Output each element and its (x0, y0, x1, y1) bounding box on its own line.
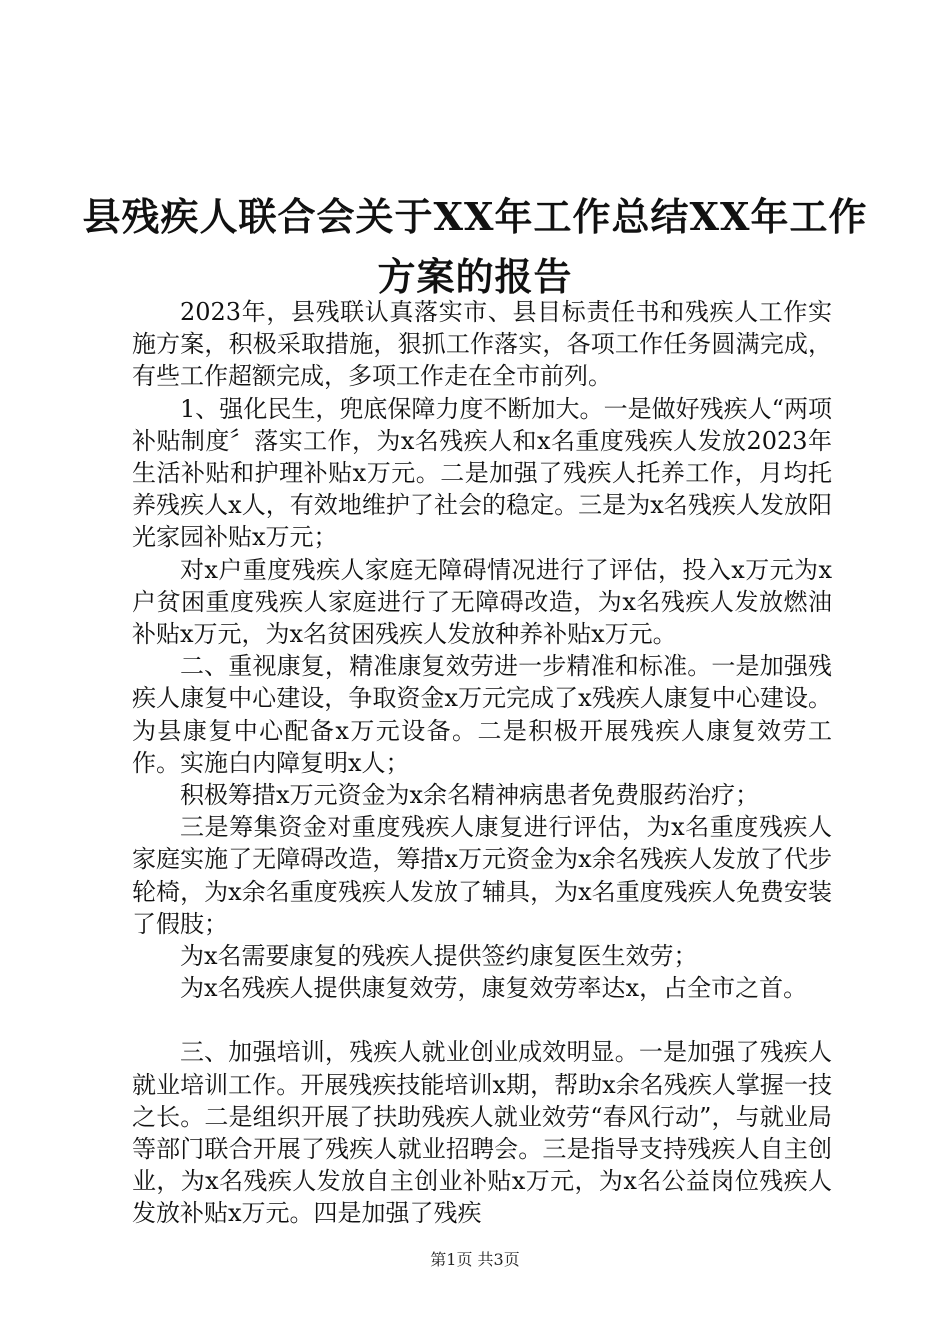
paragraph-rehab-assessment: 三是筹集资金对重度残疾人康复进行评估，为x名重度残疾人家庭实施了无障碍改造，筹措x万元资金为x余名残疾人发放了代步轮椅，为x余名重度残疾人发放了辅具，为x名重度残疾人免费安装了假肢； (132, 813, 832, 938)
paragraph-section-3: 三、加强培训，残疾人就业创业成效明显。一是加强了残疾人就业培训工作。开展残疾技能培训x期，帮助x余名残疾人掌握一技之长。二是组织开展了扶助残疾人就业效劳“春风行动”，与就业局等部门联合开展了残疾人就业招聘会。三是指导支持残疾人自主创业，为x名残疾人发放自主创业补贴x万元，为x名公益岗位残疾人发放补贴x万元。四是加强了残疾 (132, 1038, 832, 1228)
paragraph-section-2: 二、重视康复，精准康复效劳进一步精准和标准。一是加强残疾人康复中心建设，争取资金x万元完成了x残疾人康复中心建设。为县康复中心配备x万元设备。二是积极开展残疾人康复效劳工作。实施白内障复明x人； (132, 652, 832, 777)
paragraph-doctor-service: 为x名需要康复的残疾人提供签约康复医生效劳； (180, 942, 698, 971)
document-body (132, 296, 832, 1230)
document-title-line-1: 县残疾人联合会关于XX年工作总结XX年工作 (82, 194, 868, 239)
paragraph-mental-health: 积极筹措x万元资金为x余名精神病患者免费服药治疗； (180, 781, 760, 810)
page-footer: 第1页 共3页 (430, 1250, 520, 1269)
paragraph-accessibility: 对x户重度残疾人家庭无障碍情况进行了评估，投入x万元为x户贫困重度残疾人家庭进行了无障碍改造，为x名残疾人发放燃油补贴x万元，为x名贫困残疾人发放种养补贴x万元。 (132, 555, 832, 649)
paragraph-intro: 2023年，县残联认真落实市、县目标责任书和残疾人工作实施方案，积极采取措施，狠抓工作落实，各项工作任务圆满完成，有些工作超额完成，多项工作走在全市前列。 (132, 298, 832, 391)
paragraph-rehab-rate: 为x名残疾人提供康复效劳，康复效劳率达x，占全市之首。 (180, 974, 808, 1003)
paragraph-section-1: 1、强化民生，兜底保障力度不断加大。一是做好残疾人“两项补贴制度〞落实工作，为x名残疾人和x名重度残疾人发放2023年生活补贴和护理补贴x万元。二是加强了残疾人托养工作，月均托养残疾人x人，有效地维护了社会的稳定。三是为x名残疾人发放阳光家园补贴x万元； (132, 394, 832, 552)
document-title-line-2: 方案的报告 (377, 254, 573, 299)
